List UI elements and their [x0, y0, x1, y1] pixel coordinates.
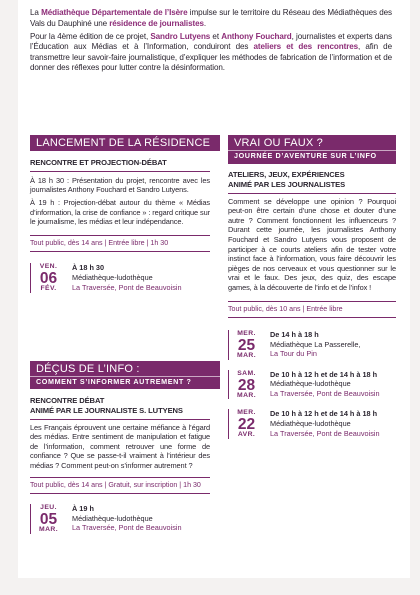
vrai-ou-faux-section	[228, 170, 396, 439]
section-header-vrai-ou-faux	[228, 135, 396, 164]
date-month: MAR.	[39, 525, 58, 533]
section-title: LANCEMENT DE LA RÉSIDENCE	[36, 137, 211, 149]
intro-text-span: impulse sur le territoire du Réseau des Médiathèques des Vals du Dauphiné une	[30, 8, 392, 28]
divider	[228, 317, 396, 318]
divider	[30, 235, 210, 236]
date-weekday: VEN.	[39, 263, 58, 271]
event-description: Comment se développe une opinion ? Pourquoi peut-on être certain d’une chose et douter d’une autre ? Comment fonctionnent les influenceurs ? Durant cette journée, les journalistes Anthony Fouchard et Sandro Lutyens vous proposent de participer à ce courts ateliers afin de tester votre instinct face à l’information, vous faire découvrir les pièges de nos cerveaux et vous questionner sur le vrai et le faux. Des jeux, des quiz, des escape games, à la découverte de l’info et de l’infox !	[228, 196, 396, 292]
divider	[228, 193, 396, 194]
event-meta: Tout public, dès 14 ans | Entrée libre | 1h 30	[30, 238, 169, 247]
event-meta: Tout public, dès 14 ans | Gratuit, sur inscription | 1h 30	[30, 480, 201, 489]
event-subtitle: RENCONTRE DÉBAT	[30, 396, 105, 405]
divider	[30, 171, 210, 172]
date-number: 28	[237, 376, 256, 394]
date-number: 06	[39, 270, 58, 288]
intro-text-span: La	[30, 8, 42, 17]
date-box	[228, 409, 264, 439]
mediatheque-highlight: Médiathèque Départementale de l’Isère	[41, 8, 188, 17]
event-date-row	[228, 409, 396, 439]
journalist-name-highlight: Anthony Fouchard	[221, 31, 292, 41]
date-info	[264, 370, 380, 399]
journalist-name-highlight: Sandro Lutyens	[150, 31, 211, 41]
intro-paragraph-2	[30, 32, 392, 74]
date-number: 22	[237, 416, 256, 434]
date-month: MAR.	[237, 351, 256, 359]
event-time: À 19 h	[72, 504, 94, 514]
divider	[30, 477, 210, 478]
date-month: MAR.	[237, 391, 256, 399]
date-info	[66, 504, 182, 533]
event-subtitle: RENCONTRE ET PROJECTION-DÉBAT	[30, 158, 167, 167]
intro-text-span: .	[203, 18, 207, 28]
ateliers-highlight: ateliers et des rencontres	[253, 42, 359, 52]
event-time: De 10 h à 12 h et de 14 h à 18 h	[270, 409, 378, 419]
residence-highlight: résidence de journalistes	[109, 18, 204, 28]
event-date-row	[30, 504, 210, 534]
date-box	[30, 504, 66, 534]
section-title: VRAI OU FAUX ?	[234, 137, 323, 149]
event-time: À 18 h 30	[72, 263, 105, 273]
date-info	[66, 263, 182, 292]
event-description: À 19 h : Projection-débat autour du thème « Médias d’information, la crise de confiance » : regard critique sur le journalisme, les médias et leur indépendance.	[30, 197, 210, 227]
event-description: Les Français éprouvent une certaine méfiance à l’égard des médias. Entre sentiment de manipulation et fatigue de l’information, comment retrouver une forme de confiance ? Que se passe-t-il vraiment à l’intérieur des médias ? Comment peut-on s’informer autrement ?	[30, 422, 210, 470]
section-header-decus	[30, 361, 220, 389]
event-venue: Médiathèque-ludothèque	[72, 272, 153, 282]
section-title: DÉÇUS DE L’INFO :	[36, 363, 140, 375]
date-weekday: SAM.	[237, 369, 256, 377]
intro-text-span: et	[210, 31, 222, 41]
event-subtitle: ANIMÉ PAR LES JOURNALISTES	[228, 179, 346, 189]
date-weekday: MER.	[237, 330, 256, 338]
event-meta: Tout public, dès 10 ans | Entrée libre	[228, 304, 343, 313]
event-time: De 14 h à 18 h	[270, 330, 319, 340]
decus-section	[30, 396, 210, 534]
event-location: La Tour du Pin	[270, 349, 317, 359]
event-location: La Traversée, Pont de Beauvoisin	[270, 428, 380, 438]
divider	[30, 419, 210, 420]
date-month: FÉV.	[40, 285, 57, 293]
event-description: À 18 h 30 : Présentation du projet, rencontre avec les journalistes Anthony Fouchard et Sandro Lutyens.	[30, 175, 210, 195]
event-date-row	[30, 263, 210, 293]
date-weekday: JEU.	[40, 504, 57, 512]
divider	[228, 301, 396, 302]
section-subtitle: COMMENT S’INFORMER AUTREMENT ?	[30, 376, 220, 388]
divider	[30, 493, 210, 494]
divider	[30, 251, 210, 252]
date-info	[264, 409, 380, 438]
date-number: 05	[39, 510, 58, 528]
event-subtitle: ATELIERS, JEUX, EXPÉRIENCES	[228, 170, 345, 179]
intro-text-span: Pour la 4ème édition de ce projet,	[30, 31, 151, 41]
event-venue: Médiathèque-ludothèque	[270, 418, 351, 428]
event-venue: Médiathèque La Passerelle,	[270, 339, 361, 349]
event-time: De 10 h à 12 h et de 14 h à 18 h	[270, 369, 378, 379]
lancement-section	[30, 158, 210, 293]
section-header-lancement	[30, 135, 220, 151]
date-box	[228, 370, 264, 400]
event-date-row	[228, 370, 396, 400]
date-box	[228, 330, 264, 360]
event-location: La Traversée, Pont de Beauvoisin	[72, 523, 182, 533]
date-info	[264, 330, 360, 359]
date-weekday: MER.	[237, 409, 256, 417]
intro-paragraph-1	[30, 8, 392, 29]
section-subtitle: JOURNÉE D’AVENTURE SUR L’INFO	[228, 150, 396, 162]
intro-text-span: , journalistes et experts dans l’Éducation aux Médias et à l’Information, conduiront des	[30, 31, 392, 52]
intro-text-span: , afin de transmettre leur savoir-faire journalistique, d’expliquer les méthodes de fabrication de l’information et de donner des réflexes pour lutter contre la désinformation.	[30, 42, 392, 73]
date-number: 25	[237, 336, 256, 354]
date-box	[30, 263, 66, 293]
flyer-page	[18, 0, 410, 578]
event-location: La Traversée, Pont de Beauvoisin	[270, 388, 380, 398]
event-venue: Médiathèque-ludothèque	[72, 513, 153, 523]
intro-text	[30, 8, 392, 77]
event-subtitle: ANIMÉ PAR LE JOURNALISTE S. LUTYENS	[30, 405, 183, 415]
event-location: La Traversée, Pont de Beauvoisin	[72, 282, 182, 292]
event-date-row	[228, 330, 396, 360]
date-month: AVR.	[237, 431, 256, 439]
event-venue: Médiathèque-ludothèque	[270, 379, 351, 389]
